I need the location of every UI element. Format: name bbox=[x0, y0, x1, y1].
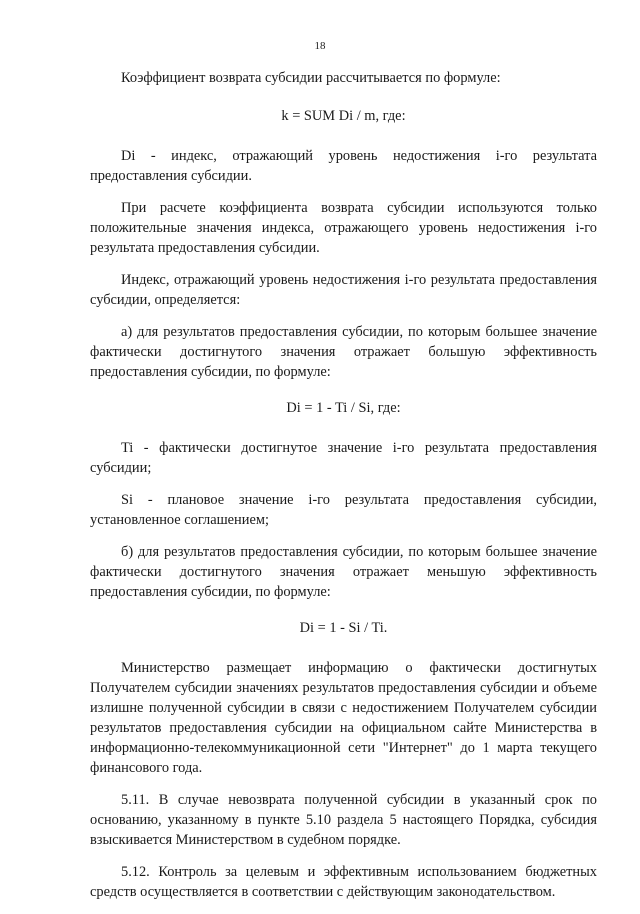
paragraph-index-determined: Индекс, отражающий уровень недостижения i-го результата предоставления субсидии, определяется: bbox=[90, 272, 597, 308]
paragraph-positive-values: При расчете коэффициента возврата субсидии используются только положительные значения индекса, отражающего уровень недостижения i-го результата предоставления субсидии. bbox=[90, 200, 597, 256]
paragraph-formula-intro: Коэффициент возврата субсидии рассчитывается по формуле: bbox=[121, 70, 501, 86]
paragraph-section-5-12: 5.12. Контроль за целевым и эффективным использованием бюджетных средств осуществляется в соответствии с действующим законодательством. bbox=[90, 864, 597, 900]
paragraph-ministry-publication: Министерство размещает информацию о фактически достигнутых Получателем субсидии значениях результатов предоставления субсидии и объеме излишне полученной субсидии в связи с недостижением Получателем субсидии результатов предоставления субсидии на официальном сайте Министерства в информационно-телекоммуникационной сети "Интернет" до 1 марта текущего финансового года. bbox=[90, 660, 597, 776]
paragraph-di-definition: Di - индекс, отражающий уровень недостижения i-го результата предоставления субсидии. bbox=[90, 148, 597, 184]
document-body bbox=[90, 68, 597, 914]
paragraph-section-5-11: 5.11. В случае невозврата полученной субсидии в указанный срок по основанию, указанному в пункте 5.10 раздела 5 настоящего Порядка, субсидия взыскивается Министерством в судебном порядке. bbox=[90, 792, 597, 848]
paragraph-case-a: а) для результатов предоставления субсидии, по которым большее значение фактически достигнутого значения отражает большую эффективность предоставления субсидии, по формуле: bbox=[90, 324, 597, 380]
paragraph-si-definition: Si - плановое значение i-го результата предоставления субсидии, установленное соглашением; bbox=[90, 492, 597, 528]
formula-return-coefficient: k = SUM Di / m, где: bbox=[281, 108, 406, 124]
formula-case-b: Di = 1 - Si / Ti. bbox=[299, 620, 388, 636]
paragraph-ti-definition: Ti - фактически достигнутое значение i-го результата предоставления субсидии; bbox=[90, 440, 597, 476]
page-number: 18 bbox=[314, 40, 326, 52]
paragraph-case-b: б) для результатов предоставления субсидии, по которым большее значение фактически достигнутого значения отражает меньшую эффективность предоставления субсидии, по формуле: bbox=[90, 544, 597, 600]
formula-case-a: Di = 1 - Ti / Si, где: bbox=[286, 400, 401, 416]
